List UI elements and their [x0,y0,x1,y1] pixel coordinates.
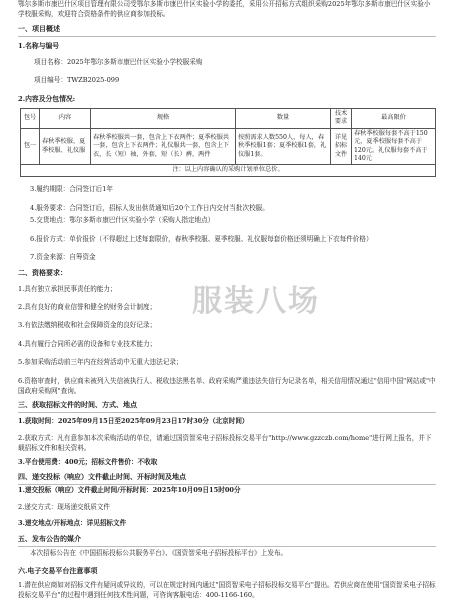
project-code: 项目编号：TWZB2025-099 [34,76,120,84]
table-note-row [21,165,436,176]
delivery-location: 5.交货地点：鄂尔多斯市康巴什区实验小学（采购人指定地点） [30,216,215,224]
qualification-item: 1.具有独立承担民事责任的能力； [18,285,117,293]
col-header: 数量 [236,109,331,129]
intro-paragraph: 鄂尔多斯市康巴什区项目管理有限公司受鄂尔多斯市康巴什区实验小学的委托，采用公开招标方式组织采购2025年鄂尔多斯市康巴什区实验小学校服采购，欢迎符合资格条件的供应商参加投标。 [18,0,431,18]
obtain-method: 2.获取方式：凡有意参加本次采购活动的单位，请通过国资智采电子招标投标交易平台"http://www.gzzczb.com/home"进行网上报名，并下载招标文件和相关资料。 [18,434,432,452]
submission-deadline: 1.递交投标（响应）文件截止时间/开标时间：2025年10月09日15时00分 [18,486,241,494]
performance-period: 3.履约期限：合同签订后1年 [30,185,114,193]
lot-table [20,108,436,177]
table-cell: 春秋季校服、夏季校服、礼仪服 [40,128,91,165]
section-divider [18,36,436,37]
table-note: 注：以上内容确认的采购计划单位总价。 [21,165,436,176]
platform-note: 1.潜在供应商如对招标文件有疑问或异议的，可以在规定时间内通过"国资智采电子招标投标交易平台"提出。若供应商在使用"国资智采电子招标投标交易平台"的过程中遇到任何技术性问题，可咨询客服电话：400-1166-160。 [18,581,436,599]
obtain-time: 1.获取时间：2025年09月15日至2025年09月23日17时30分（北京时间） [18,417,249,425]
col-header: 技术要求 [331,109,352,129]
qualification-item: 6.资格审查时，供应商未被列入失信被执行人、税收违法黑名单、政府采购严重违法失信行为记录名单，相关信用情况通过"信用中国"网站或"中国政府采购网"查询。 [18,377,436,395]
section-title: 一、项目概述 [18,24,60,33]
table-row [21,128,436,165]
table-header-row [21,109,436,129]
section-platform-notes [18,566,436,576]
lot-table-wrapper [20,108,436,177]
table-cell: 详见招标文件 [331,128,352,165]
col-header: 包号 [21,109,40,129]
subsection-title: 1.名称与编号 [18,42,60,50]
section-title: 五、发布公告的媒介 [18,534,81,543]
qualification-item: 3.有依法缴纳税收和社会保障资金的良好记录； [18,321,157,329]
section-divider [18,546,436,547]
col-header: 最高限价 [352,109,436,129]
qualification-item: 4.具有履行合同所必需的设备和专业技术能力； [18,340,157,348]
qualification-item: 2.具有良好的商业信誉和健全的财务会计制度； [18,303,157,311]
submission-location: 3.递交地点/开标地点：详见招标文件 [18,519,127,527]
col-header: 规格 [91,109,236,129]
table-cell: 包一 [21,128,40,165]
fund-source: 7.资金来源：自筹资金 [30,253,96,261]
section-title: 六.电子交易平台注意事项 [18,566,98,575]
media-statement: 本次招标公告在《中国招标投标公共服务平台》、《国资智采电子招标投标平台》上发布。 [30,549,288,557]
service-requirement: 4.服务要求：合同签订后，招标人发出供货通知后20个工作日内交付当批次校服。 [30,204,269,212]
table-cell: 春秋季校服共一套，包含上下衣两件；夏季校服共一套，包含上下衣两件；礼仪服共一套，包含上下衣，长（短）袖，外套，短（长）裤，两件 [91,128,236,165]
section-title: 三、获取招标文件的时间、方式、地点 [18,400,137,409]
col-header: 内容 [40,109,91,129]
qualification-item: 5.参加采购活动前三年内在经营活动中无重大违法记录； [18,358,183,366]
table-cell: 按照需求人数550人，每人，春秋季校服1套；夏季校服1套，礼仪服1套。 [236,128,331,165]
submission-method: 2.递交方式：现场递交纸质文件 [18,503,111,511]
pricing-method: 6.报价方式：单价报价（不得超过上述每套限价，春秋季校服、夏季校服、礼仪服每套价格还须明确上下衣每件价格） [30,235,373,243]
watermark: 服装八场 [192,284,320,319]
project-name: 项目名称：2025年鄂尔多斯市康巴什区实验小学校服采购 [34,58,203,66]
platform-fee: 3.平台使用费：400元；招标文件售价：不收取 [18,458,158,466]
section-project-overview [18,24,436,40]
section-divider [18,412,436,413]
table-cell: 春秋季校服每套不高于150元，夏季校服每套不高于120元，礼仪服每套不高于140元 [352,128,436,165]
subsection-title: 2.内容及分包情况: [18,95,76,103]
section-title: 四、递交投标（响应）文件截止时间、开标时间及地点 [18,472,186,481]
section-obtain-documents [18,400,436,416]
section-title: 二、资格要求： [18,268,67,277]
